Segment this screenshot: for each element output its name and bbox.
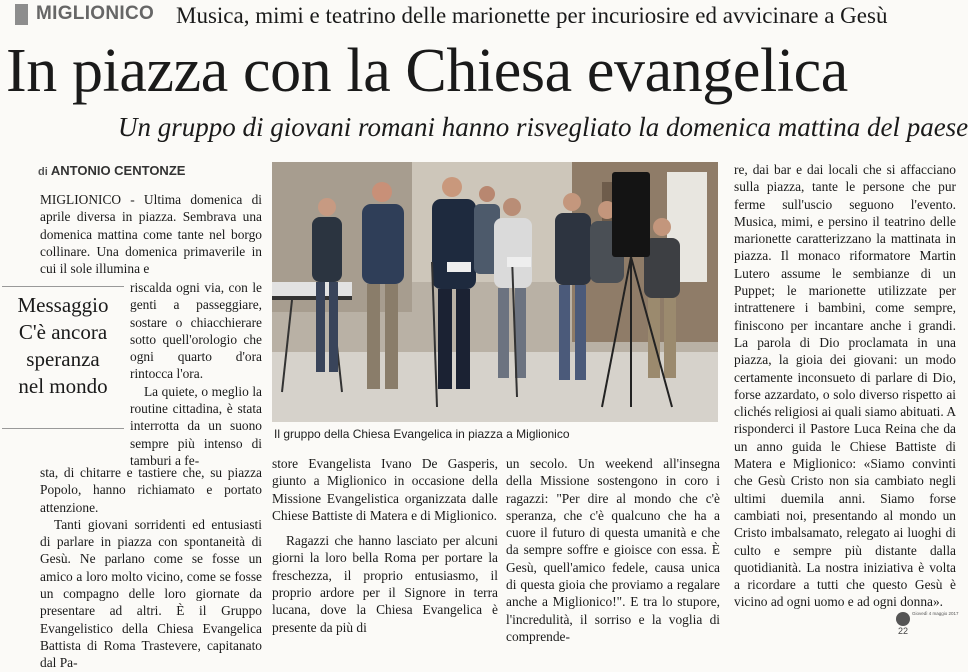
sidebar-line: nel mondo [18,374,108,398]
column-1-bottom [40,464,262,672]
byline-prefix: di [38,166,48,178]
paragraph: Tanti giovani sorridenti ed entusiasti di parlare in piazza con spontaneità di Gesù. Ne parlano come se fosse un amico a loro molto vicino, come se fosse un compagno delle loro giornate da presentare ad altri. È il Gruppo Evangelistico della Chiesa Evangelica Battista di Roma Trastevere, capitanato dal Pa- [40,516,262,671]
paragraph: store Evangelista Ivano De Gasperis, giunto a Miglionico in occasione della Missione Evangelistica organizzata dalle Chiese Battiste di Matera e di Miglionico. [272,456,498,523]
news-photo [272,162,718,422]
column-3 [506,455,720,645]
paragraph: La quiete, o meglio la routine cittadina, è stata interrotta da un suono sempre più intenso di tamburi a fe- [130,383,262,468]
column-4 [734,161,956,611]
sidebar-rule [2,286,124,287]
photo-illustration [272,162,718,422]
column-1-narrow [130,279,262,469]
sidebar-line: speranza [26,347,100,371]
newspaper-logo-icon [896,612,910,626]
kicker-text: Musica, mimi e teatrino delle marionette per incuriosire ed avvicinare a Gesù [176,3,888,28]
footer-date: Giovedì 4 maggio 2017 [912,611,959,616]
subheadline: Un gruppo di giovani romani hanno risvegliato la domenica mattina del paese [118,112,968,142]
column-1-top [40,191,262,277]
paragraph: Ragazzi che hanno lasciato per alcuni giorni la loro bella Roma per portare la freschezza, il proprio entusiasmo, il proprio ardore per il Signore in terra lucana, dove la Chiesa Evangelica è presente da più di [272,533,498,635]
sidebar-line: C'è ancora [18,320,108,344]
paragraph: sta, di chitarre e tastiere che, su piazza Popolo, hanno richiamato e portato attenzione. [40,465,262,515]
paragraph: re, dai bar e dai locali che si affacciano sulla piazza, tante le persone che pur ferme sull'uscio seguono l'evento. Musica, mimi, e persino il teatrino delle marionette caratterizzano la mattinata in piazza. Il monaco riformatore Martin Lutero assume le sembianze di un Puppet; le marionette utilizzate per intrattenere i bambini, come sempre, finiscono per incantare anche i grandi. La parola di Dio proclamata in una piazza, la gioia dei giovani: un modo certamente inconsueto di parlare di Dio, forse azzardato, o solo diverso rispetto ai clichés religiosi ai quali siamo abituati. A risponderci il Pastore Luca Reina che da un anno guida le Chiese Battiste di Matera e Miglionico: «Siamo convinti che Gesù Cristo non sia cambiato negli ultimi duemila anni. Siamo forse cambiati noi, presentando al mondo un Cristo imbalsamato, relegato ai luoghi di culto e sempre più distante dalla quotidianità. La nostra iniziativa è volta a ricordare a tutti che questo Gesù è vicino ad ogni uomo e ad ogni donna». [734,162,957,610]
headline: In piazza con la Chiesa evangelica [6,37,848,105]
page-number: 22 [898,626,909,636]
sidebar-line: Messaggio [17,293,109,317]
byline-author: ANTONIO CENTONZE [50,163,186,178]
kicker-place: MIGLIONICO [36,3,155,24]
photo-caption: Il gruppo della Chiesa Evangelica in piazza a Miglionico [274,427,570,441]
sidebar-quote [4,292,122,400]
paragraph: MIGLIONICO - Ultima domenica di aprile diversa in piazza. Sembrava una domenica mattina come tante nel borgo collinare. Una domenica primaverile in cui il sole illumina e [40,192,262,277]
byline [38,163,185,178]
column-2 [272,455,498,636]
paragraph: un secolo. Un weekend all'insegna della Missione sostengono in coro i ragazzi: "Per dire al mondo che c'è speranza, che c'è qualcuno che ha a cuore il futuro di questa umanità e che da sempre soffre e gioisce con essa. È Gesù, quell'amico fedele, causa unica di questa gioia che proviamo a regalare anche a Miglionico!". E tra lo stupore, l'incredulità, il sorriso e la voglia di comprende- [506,456,720,644]
kicker-marker [15,4,28,25]
paragraph: riscalda ogni via, con le genti a passeggiare, sostare o chiacchierare sotto quell'orologio che ogni quarto d'ora rintocca l'ora. [130,280,262,382]
sidebar-rule [2,428,124,429]
